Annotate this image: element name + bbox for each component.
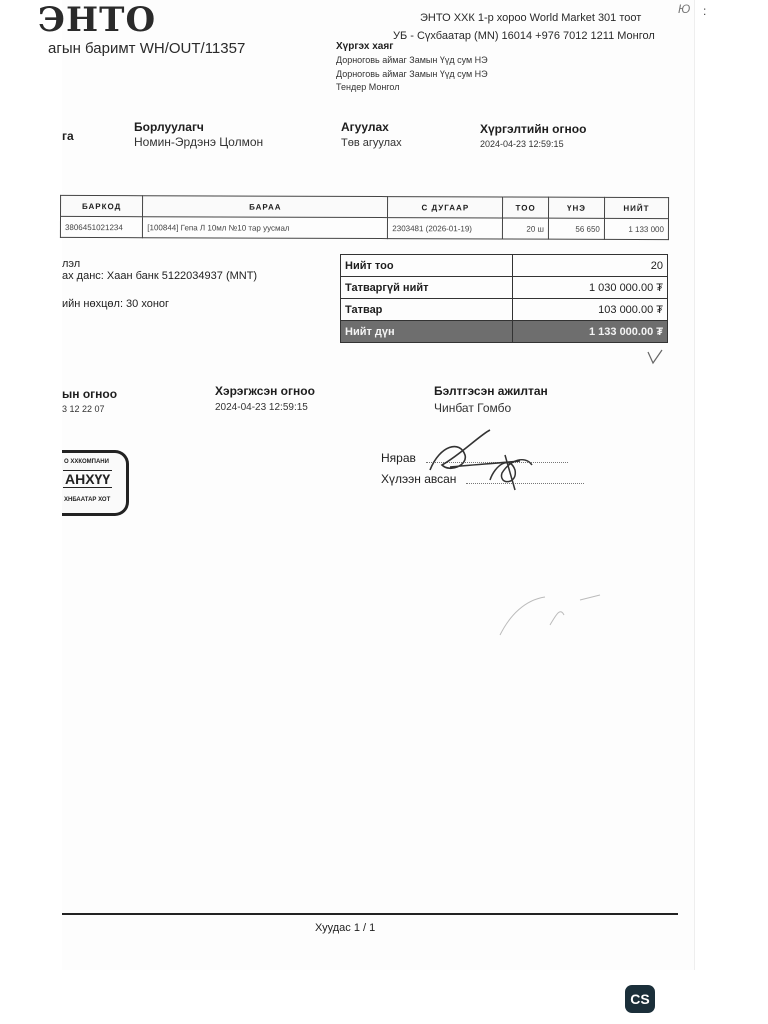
- totals-row-net: [341, 277, 668, 299]
- tax-value: 103 000.00 ₮: [513, 299, 668, 321]
- footer-divider: [62, 913, 678, 915]
- col-serial: С ДУГААР: [388, 197, 503, 218]
- totals-table: [340, 254, 668, 343]
- stamp-line-2: АНХҮҮ: [65, 471, 111, 487]
- company-address: ЭНТО ХХК 1-р хороо World Market 301 тоот: [420, 12, 642, 24]
- items-table: [60, 195, 669, 240]
- net-total-label: Татваргүй нийт: [341, 277, 513, 299]
- document-number: агын баримт WH/OUT/11357: [48, 40, 246, 57]
- handwritten-corner-mark: Ю: [678, 2, 691, 16]
- col-price: ҮНЭ: [548, 197, 604, 218]
- shipping-line-2: Дорноговь аймаг Замын Үүд сум НЭ: [336, 69, 488, 79]
- prepared-by-value: Чинбат Гомбо: [434, 401, 512, 415]
- seller-label: Борлуулагч: [134, 120, 204, 134]
- tax-label: Татвар: [341, 299, 513, 321]
- total-qty-value: 20: [513, 255, 668, 277]
- created-date-label: ын огноо: [62, 387, 118, 401]
- delivery-date-label: Хүргэлтийн огноо: [480, 122, 587, 136]
- seller-value: Номин-Эрдэнэ Цолмон: [134, 135, 264, 149]
- shipping-line-1: Дорноговь аймаг Замын Үүд сум НЭ: [336, 55, 488, 65]
- stamp-line-1: О ХХКОМПАНИ: [64, 459, 109, 465]
- warehouse-label: Агуулах: [341, 120, 389, 134]
- cell-price: 56 650: [548, 218, 604, 239]
- col-total: НИЙТ: [604, 197, 668, 218]
- bank-account: ах данс: Хаан банк 5122034937 (MNT): [62, 270, 258, 282]
- signature-scribbles: [420, 425, 600, 495]
- cell-total: 1 133 000: [604, 218, 668, 239]
- info-left-label: га: [62, 129, 74, 143]
- net-total-value: 1 030 000.00 ₮: [513, 277, 668, 299]
- totals-row-grand: [341, 321, 668, 343]
- shipping-heading: Хүргэх хаяг: [336, 41, 394, 52]
- faint-pencil-mark: [490, 585, 610, 645]
- cell-product: [100844] Гепа Л 10мл №10 тар уусмал: [143, 217, 388, 239]
- camscanner-badge-icon: CS: [625, 985, 655, 1013]
- payment-line-1: лэл: [62, 258, 81, 270]
- items-table-header: [61, 195, 669, 218]
- cell-barcode: 3806451021234: [60, 216, 142, 237]
- effective-date-label: Хэрэгжсэн огноо: [215, 384, 315, 398]
- delivery-date-value: 2024-04-23 12:59:15: [480, 139, 564, 149]
- totals-row-tax: [341, 299, 668, 321]
- storekeeper-label: Нярав: [381, 451, 416, 465]
- payment-terms: ийн нөхцөл: 30 хоног: [62, 298, 170, 310]
- total-qty-label: Нийт тоо: [341, 255, 513, 277]
- warehouse-value: Төв агуулах: [341, 137, 402, 149]
- created-date-value: 3 12 22 07: [62, 404, 105, 414]
- col-barcode: БАРКОД: [61, 195, 143, 216]
- cell-serial: 2303481 (2026-01-19): [388, 218, 503, 239]
- table-row: [60, 216, 668, 239]
- col-qty: ТОО: [503, 197, 549, 218]
- stamp-line-3: ХНБААТАР ХОТ: [64, 497, 111, 503]
- totals-row-qty: [341, 255, 668, 277]
- receiver-label: Хүлээн авсан: [381, 472, 457, 486]
- company-city-phone: УБ - Сүхбаатар (MN) 16014 +976 7012 1211 Монгол: [393, 30, 655, 42]
- checkmark-handwritten: [646, 348, 664, 366]
- cell-qty: 20 ш: [503, 218, 549, 239]
- shipping-line-3: Тендер Монгол: [336, 82, 400, 92]
- company-logo: ЭНТО: [38, 0, 157, 40]
- effective-date-value: 2024-04-23 12:59:15: [215, 402, 308, 413]
- corner-dots: :: [703, 4, 707, 18]
- grand-total-label: Нийт дүн: [341, 321, 513, 343]
- company-stamp: [62, 450, 129, 516]
- page-number: Хуудас 1 / 1: [315, 922, 376, 934]
- col-product: БАРАА: [143, 196, 388, 218]
- grand-total-value: 1 133 000.00 ₮: [513, 321, 668, 343]
- prepared-by-label: Бэлтгэсэн ажилтан: [434, 384, 548, 398]
